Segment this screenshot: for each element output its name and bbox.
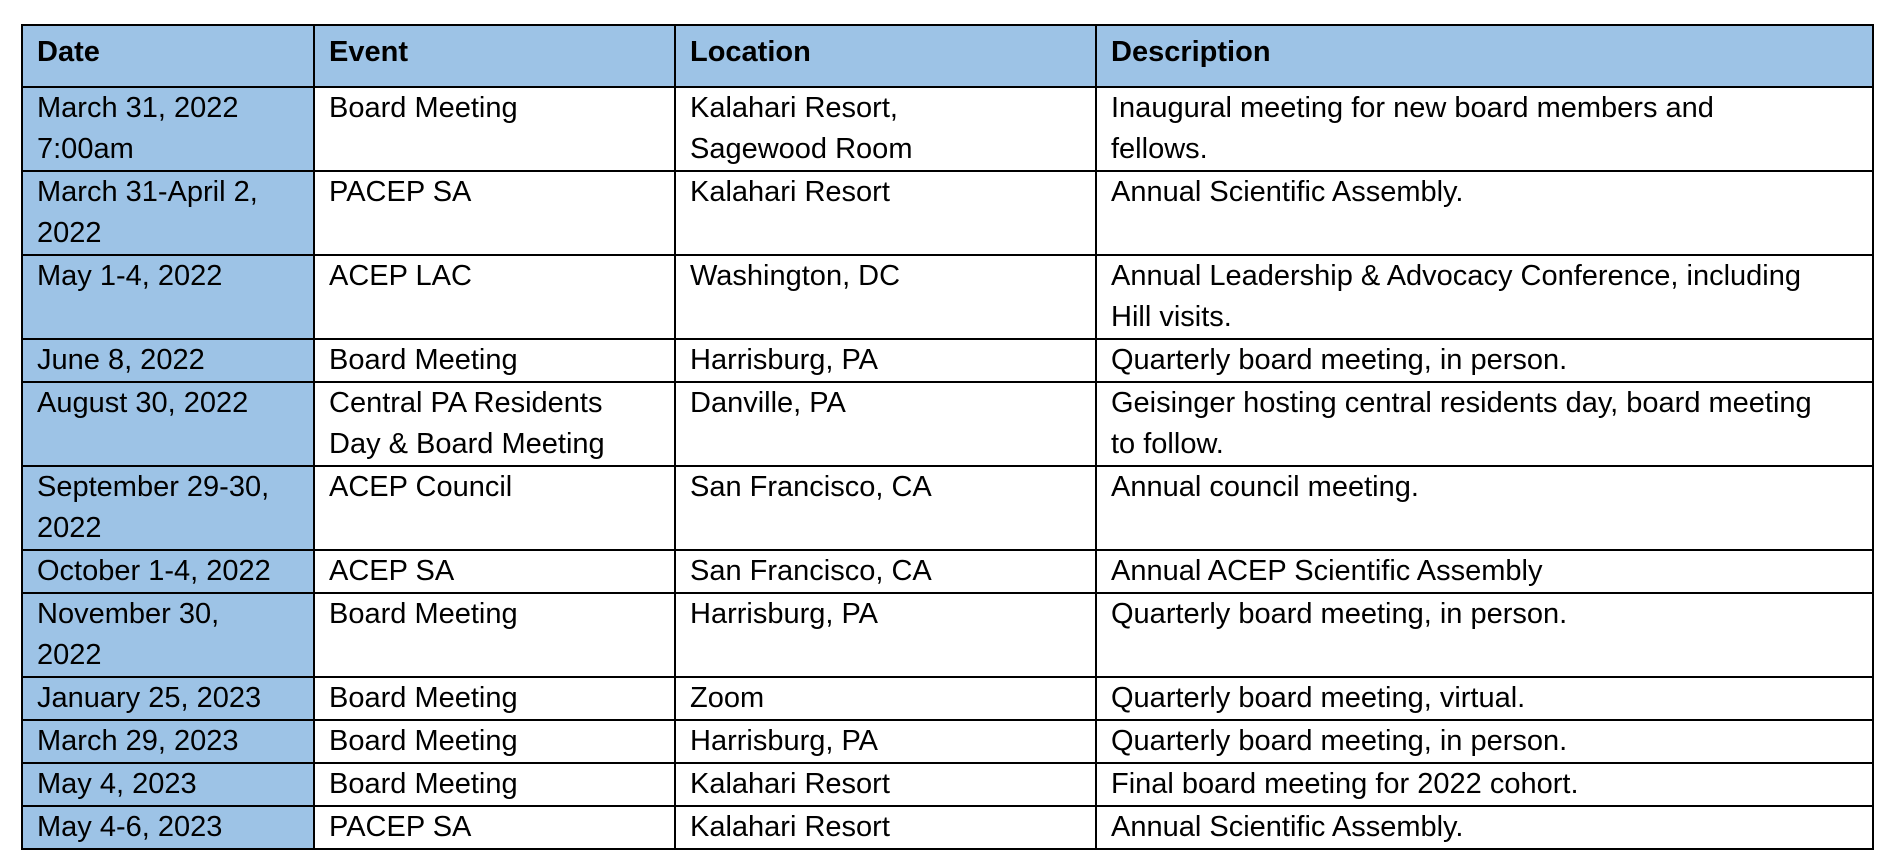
cell-text-line: August 30, 2022 [37, 387, 249, 419]
cell-text-line: Quarterly board meeting, in person. [1111, 598, 1568, 630]
cell-text-line: Kalahari Resort [690, 176, 890, 208]
date-cell [22, 466, 314, 550]
cell-text-line: June 8, 2022 [37, 344, 205, 376]
event-cell [314, 87, 675, 171]
cell-text-line: Quarterly board meeting, in person. [1111, 344, 1568, 376]
cell-text-line: Board Meeting [329, 768, 518, 800]
cell-text-line: Day & Board Meeting [329, 428, 605, 460]
location-cell [675, 87, 1096, 171]
event-cell [314, 466, 675, 550]
events-table-container [21, 24, 1874, 850]
description-cell [1096, 677, 1873, 720]
cell-text-line: Quarterly board meeting, in person. [1111, 725, 1568, 757]
event-cell [314, 763, 675, 806]
cell-text-line: May 4, 2023 [37, 768, 197, 800]
header-event: Event [314, 25, 675, 87]
cell-text-line: PACEP SA [329, 176, 472, 208]
cell-text-line: ACEP Council [329, 471, 513, 503]
location-cell [675, 806, 1096, 849]
cell-text-line: Harrisburg, PA [690, 725, 879, 757]
table-header-row [22, 25, 1873, 87]
cell-text-line: Annual Leadership & Advocacy Conference, including [1111, 260, 1802, 292]
event-cell [314, 382, 675, 466]
cell-text-line: fellows. [1111, 133, 1208, 165]
cell-text-line: November 30, [37, 598, 220, 630]
header-description: Description [1096, 25, 1873, 87]
location-cell [675, 593, 1096, 677]
event-cell [314, 550, 675, 593]
cell-text-line: Board Meeting [329, 344, 518, 376]
table-row [22, 550, 1873, 593]
cell-text-line: Hill visits. [1111, 301, 1232, 333]
location-cell [675, 677, 1096, 720]
table-row [22, 255, 1873, 339]
event-cell [314, 255, 675, 339]
cell-text-line: Board Meeting [329, 725, 518, 757]
event-cell [314, 171, 675, 255]
cell-text-line: September 29-30, [37, 471, 270, 503]
date-cell [22, 382, 314, 466]
description-cell [1096, 255, 1873, 339]
cell-text-line: Sagewood Room [690, 133, 913, 165]
location-cell [675, 763, 1096, 806]
description-cell [1096, 339, 1873, 382]
cell-text-line: March 31-April 2, [37, 176, 258, 208]
location-cell [675, 171, 1096, 255]
cell-text-line: Central PA Residents [329, 387, 603, 419]
cell-text-line: Final board meeting for 2022 cohort. [1111, 768, 1579, 800]
cell-text-line: San Francisco, CA [690, 555, 932, 587]
header-location: Location [675, 25, 1096, 87]
cell-text-line: March 29, 2023 [37, 725, 239, 757]
location-cell [675, 550, 1096, 593]
cell-text-line: to follow. [1111, 428, 1224, 460]
table-row [22, 677, 1873, 720]
date-cell [22, 255, 314, 339]
table-row [22, 87, 1873, 171]
cell-text-line: Inaugural meeting for new board members and [1111, 92, 1714, 124]
location-cell [675, 466, 1096, 550]
description-cell [1096, 466, 1873, 550]
description-cell [1096, 171, 1873, 255]
cell-text-line: March 31, 2022 [37, 92, 239, 124]
cell-text-line: January 25, 2023 [37, 682, 262, 714]
table-row [22, 466, 1873, 550]
cell-text-line: Geisinger hosting central residents day, board meeting [1111, 387, 1812, 419]
cell-text-line: Board Meeting [329, 682, 518, 714]
description-cell [1096, 720, 1873, 763]
cell-text-line: Annual Scientific Assembly. [1111, 811, 1464, 843]
cell-text-line: 2022 [37, 512, 102, 544]
cell-text-line: October 1-4, 2022 [37, 555, 271, 587]
table-row [22, 593, 1873, 677]
cell-text-line: Kalahari Resort [690, 768, 890, 800]
date-cell [22, 171, 314, 255]
table-row [22, 763, 1873, 806]
description-cell [1096, 806, 1873, 849]
cell-text-line: Kalahari Resort [690, 811, 890, 843]
date-cell [22, 806, 314, 849]
location-cell [675, 255, 1096, 339]
cell-text-line: May 4-6, 2023 [37, 811, 223, 843]
date-cell [22, 550, 314, 593]
event-cell [314, 339, 675, 382]
location-cell [675, 339, 1096, 382]
event-cell [314, 677, 675, 720]
date-cell [22, 87, 314, 171]
table-body [22, 87, 1873, 849]
cell-text-line: Annual ACEP Scientific Assembly [1111, 555, 1543, 587]
cell-text-line: 2022 [37, 217, 102, 249]
description-cell [1096, 87, 1873, 171]
cell-text-line: Board Meeting [329, 92, 518, 124]
cell-text-line: Washington, DC [690, 260, 901, 292]
cell-text-line: Danville, PA [690, 387, 846, 419]
date-cell [22, 720, 314, 763]
cell-text-line: 2022 [37, 639, 102, 671]
event-cell [314, 806, 675, 849]
cell-text-line: San Francisco, CA [690, 471, 932, 503]
location-cell [675, 720, 1096, 763]
event-cell [314, 720, 675, 763]
cell-text-line: Zoom [690, 682, 765, 714]
table-row [22, 382, 1873, 466]
date-cell [22, 339, 314, 382]
cell-text-line: Board Meeting [329, 598, 518, 630]
cell-text-line: Annual council meeting. [1111, 471, 1419, 503]
cell-text-line: ACEP LAC [329, 260, 472, 292]
table-row [22, 806, 1873, 849]
description-cell [1096, 550, 1873, 593]
description-cell [1096, 382, 1873, 466]
cell-text-line: Annual Scientific Assembly. [1111, 176, 1464, 208]
cell-text-line: May 1-4, 2022 [37, 260, 223, 292]
header-date: Date [22, 25, 314, 87]
cell-text-line: ACEP SA [329, 555, 455, 587]
location-cell [675, 382, 1096, 466]
date-cell [22, 677, 314, 720]
cell-text-line: Kalahari Resort, [690, 92, 898, 124]
cell-text-line: Harrisburg, PA [690, 598, 879, 630]
events-table [21, 24, 1874, 850]
cell-text-line: Quarterly board meeting, virtual. [1111, 682, 1526, 714]
description-cell [1096, 593, 1873, 677]
description-cell [1096, 763, 1873, 806]
date-cell [22, 593, 314, 677]
date-cell [22, 763, 314, 806]
table-row [22, 720, 1873, 763]
table-row [22, 339, 1873, 382]
cell-text-line: PACEP SA [329, 811, 472, 843]
cell-text-line: Harrisburg, PA [690, 344, 879, 376]
table-row [22, 171, 1873, 255]
event-cell [314, 593, 675, 677]
cell-text-line: 7:00am [37, 133, 134, 165]
